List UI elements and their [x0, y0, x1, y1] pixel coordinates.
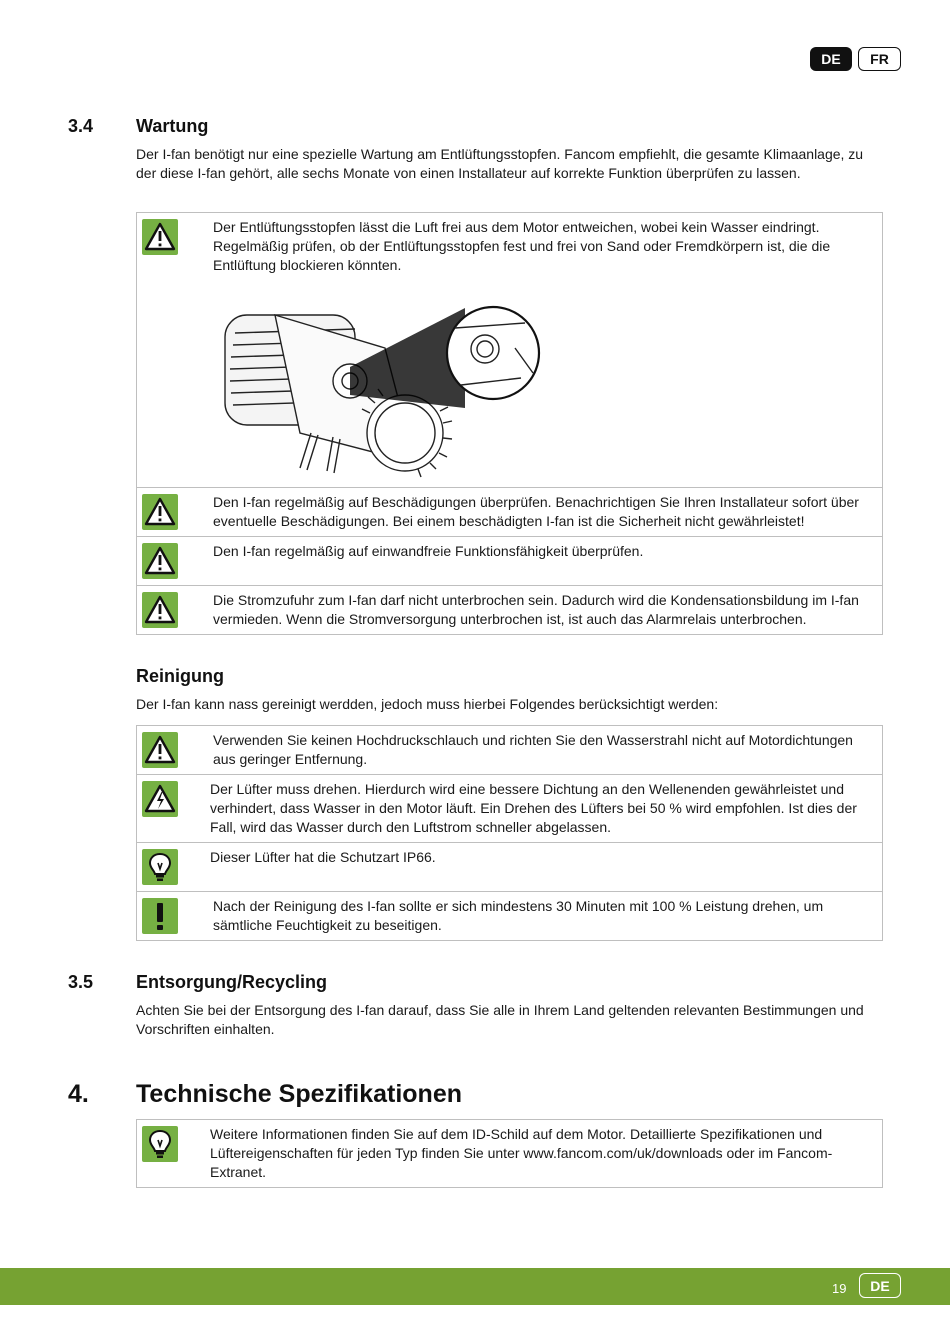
exclamation-icon — [142, 898, 178, 934]
language-tab-de[interactable]: DE — [810, 47, 852, 71]
note-text: Verwenden Sie keinen Hochdruckschlauch und richten Sie den Wasserstrahl nicht auf Motordichtungen aus geringer Entfernung. — [213, 732, 853, 767]
note-text: Der Entlüftungsstopfen lässt die Luft frei aus dem Motor entweichen, wobei kein Wasser eindringt. Regelmäßig prüfen, ob der Entlüftungsstopfen fest und frei von Sand oder Fremdkörpern ist, die die Entlüftung blockieren könnten. — [213, 219, 831, 273]
note-row — [137, 586, 882, 634]
lightbulb-icon — [142, 1126, 178, 1162]
chapter-number: 4. — [68, 1080, 89, 1108]
spec-note-box — [136, 1119, 883, 1188]
note-row — [137, 1120, 882, 1187]
note-text: Den I-fan regelmäßig auf Beschädigungen überprüfen. Benachrichtigen Sie Ihren Installateur sofort über eventuelle Beschädigungen. Bei einem beschädigten I-fan ist die Sicherheit nicht gewährleistet! — [213, 494, 859, 529]
warning-icon — [142, 494, 178, 530]
section-number: 3.4 — [68, 116, 94, 136]
footer-bar — [0, 1268, 950, 1305]
page-number: 19 — [832, 1281, 847, 1296]
note-row — [137, 775, 882, 843]
note-text: Die Stromzufuhr zum I-fan darf nicht unterbrochen sein. Dadurch wird die Kondensationsbildung im I-fan vermieden. Wenn die Stromversorgung unterbrochen ist, ist auch das Alarmrelais unterbrochen. — [213, 592, 859, 627]
warning-icon — [142, 592, 178, 628]
warning-icon — [142, 543, 178, 579]
footer-language-badge: DE — [859, 1273, 901, 1298]
note-row — [137, 843, 882, 892]
note-row — [137, 726, 882, 775]
warning-icon — [142, 732, 178, 768]
note-row — [137, 213, 882, 488]
note-text: Weitere Informationen finden Sie auf dem ID-Schild auf dem Motor. Detaillierte Spezifikationen und Lüftereigenschaften für jeden Typ finden Sie unter www.fancom.com/uk/downloads oder im Fancom-Extranet. — [210, 1126, 833, 1180]
chapter-title: Technische Spezifikationen — [136, 1080, 463, 1108]
lightbulb-icon — [142, 849, 178, 885]
section-intro: Achten Sie bei der Entsorgung des I-fan darauf, dass Sie alle in Ihrem Land geltenden relevanten Bestimmungen und Vorschriften einhalten. — [136, 1002, 864, 1037]
section-title: Wartung — [136, 116, 209, 136]
note-row — [137, 892, 882, 940]
note-text: Nach der Reinigung des I-fan sollte er sich mindestens 30 Minuten mit 100 % Leistung drehen, um sämtliche Feuchtigkeit zu beseitigen. — [213, 898, 824, 933]
section-title: Entsorgung/Recycling — [136, 972, 328, 992]
electrical-warning-icon — [142, 781, 178, 817]
section-intro: Der I-fan benötigt nur eine spezielle Wartung am Entlüftungsstopfen. Fancom empfiehlt, die gesamte Klimaanlage, zu der diese I-fan gehört, alle sechs Monate von einen Installateur auf korrekte Funktion überprüfen zu lassen. — [136, 146, 864, 181]
cleaning-intro: Der I-fan kann nass gereinigt werdden, jedoch muss hierbei Folgendes berücksichtigt werden: — [136, 696, 719, 712]
subsection-heading-cleaning: Reinigung — [136, 666, 224, 686]
maintenance-notes-box — [136, 212, 883, 635]
note-text: Den I-fan regelmäßig auf einwandfreie Funktionsfähigkeit überprüfen. — [213, 543, 644, 559]
fan-motor-illustration — [215, 293, 545, 478]
note-row — [137, 537, 882, 586]
warning-icon — [142, 219, 178, 255]
note-text: Dieser Lüfter hat die Schutzart IP66. — [210, 849, 436, 865]
note-row — [137, 488, 882, 537]
language-tab-fr[interactable]: FR — [858, 47, 901, 71]
note-text: Der Lüfter muss drehen. Hierdurch wird eine bessere Dichtung an den Wellenenden gewährleistet und verhindert, dass Wasser in den Motor läuft. Ein Drehen des Lüfters bei 50 % wird empfohlen. Ist dies der Fall, wird das Wasser durch den Luftstrom schneller abgelassen. — [210, 781, 857, 835]
section-number: 3.5 — [68, 972, 94, 992]
cleaning-notes-box — [136, 725, 883, 941]
